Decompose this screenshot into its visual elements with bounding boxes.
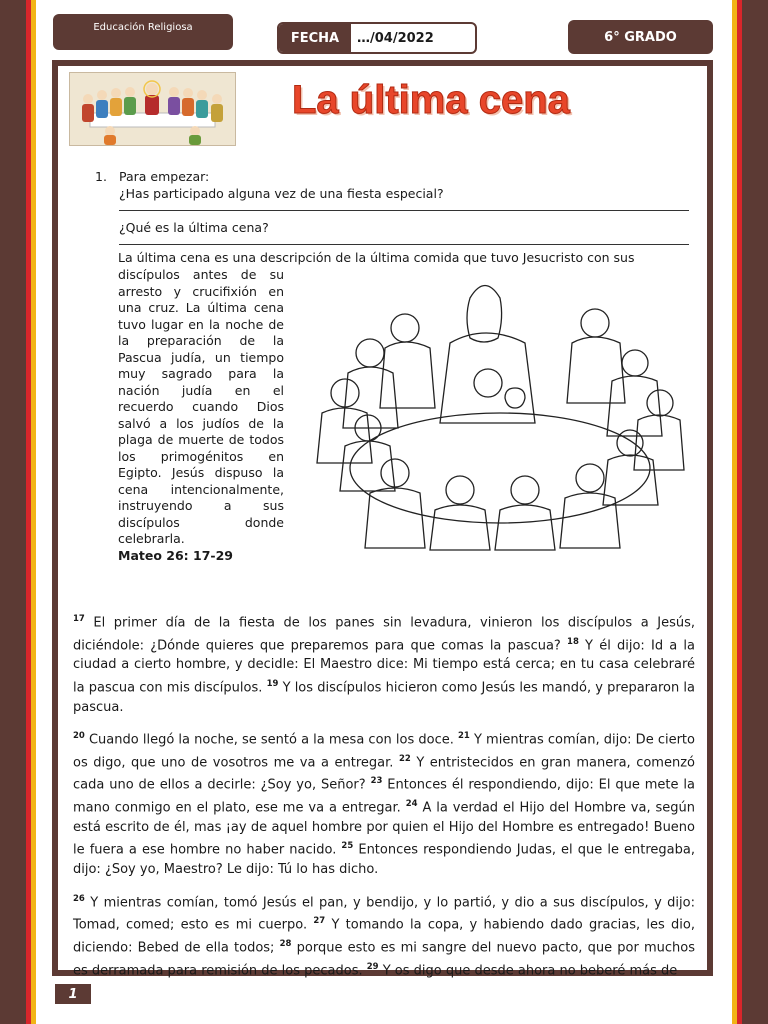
left-yellow-stripe: [31, 0, 36, 1024]
question-2: ¿Qué es la última cena?: [119, 220, 269, 235]
question-heading: Para empezar:: [119, 169, 210, 184]
verse-number: 28: [279, 938, 292, 949]
verse-paragraph-1: [73, 610, 695, 717]
answer-line-2[interactable]: [119, 236, 689, 245]
verse-paragraph-2: [73, 727, 695, 879]
verse-text: Y entristecidos en gran manera, comenzó cada uno de ellos a decirle: ¿Soy yo, Señor?: [73, 755, 695, 793]
scripture-reference: Mateo 26: 17-29: [118, 547, 233, 563]
verse-number: 22: [398, 753, 411, 764]
side-paragraph: [118, 267, 284, 564]
subject-badge: [53, 14, 233, 50]
question-number: 1.: [95, 169, 107, 184]
page-title: La última cena: [292, 78, 570, 122]
scripture-text: [73, 610, 695, 990]
grade-badge: 6° GRADO: [568, 20, 713, 54]
date-value: …/04/2022: [357, 30, 434, 46]
intro-line: La última cena es una descripción de la última comida que tuvo Jesucristo con sus: [118, 250, 635, 265]
verse-text: Entonces él respondiendo, dijo: El que mete la mano conmigo en el plato, ese me va a entregar.: [73, 777, 695, 816]
verse-text: El primer día de la fiesta de los panes sin levadura, vinieron los discípulos a Jesús, diciéndole: ¿Dónde quieres que preparemos para que comas la pascua?: [73, 615, 695, 654]
right-red-stripe: [737, 0, 742, 1024]
subject-label: Educación Religiosa: [93, 22, 193, 33]
last-supper-color-image: [69, 72, 236, 146]
verse-text: porque esto es mi sangre del nuevo pacto, que por muchos es derramada para remisión de los pecados.: [73, 940, 696, 979]
verse-text: Cuando llegó la noche, se sentó a la mesa con los doce.: [84, 732, 458, 748]
answer-line-1[interactable]: [119, 202, 689, 211]
verse-text: Y él dijo: Id a la ciudad a cierto hombre, y decidle: El Maestro dice: Mi tiempo está cerca; en tu casa celebraré la pascua con mis discípulos.: [73, 638, 695, 696]
verse-text: A la verdad el Hijo del Hombre va, según está escrito de él, mas ¡ay de aquel hombre por quien el Hijo del Hombre es entregado! Bueno le fuera a ese hombre no haber nacido.: [73, 800, 696, 858]
verse-number: 29: [366, 961, 379, 972]
page-number: 1: [55, 984, 91, 1004]
verse-number: 25: [341, 841, 354, 852]
verse-number: 27: [313, 916, 326, 927]
date-box: [277, 22, 477, 54]
verse-number: 23: [370, 776, 383, 787]
date-label: FECHA: [279, 24, 351, 52]
verse-number: 18: [567, 636, 579, 647]
verse-text: Y mientras comían, dijo: De cierto os digo, que uno de vosotros me va a entregar.: [73, 732, 695, 771]
verse-number: 26: [73, 893, 85, 904]
verse-number: 24: [405, 799, 418, 810]
verse-number: 19: [266, 678, 279, 689]
verse-text: Y tomando la copa, y habiendo dado gracias, les dio, diciendo: Bebed de ella todos;: [73, 917, 695, 956]
verse-text: Y mientras comían, tomó Jesús el pan, y bendijo, y lo partió, y dio a sus discípulos, y dijo: Tomad, comed; esto es mi cuerpo.: [73, 894, 695, 933]
verse-text: Y los discípulos hicieron como Jesús les mandó, y prepararon la pascua.: [73, 680, 695, 715]
right-yellow-stripe: [732, 0, 737, 1024]
verse-number: 21: [458, 731, 470, 742]
side-paragraph-text: discípulos antes de su arresto y crucifixión en una cruz. La última cena tuvo lugar en la noche de la preparación de la Pascua judía, un tiempo muy sagrado para la nación judía en el recuerdo cuando Dios salvó a los judíos de la plaga de muerte de todos los primogénitos en Egipto. Jesús dispuso la cena intencionalmente, instruyendo a sus discípulos donde celebrarla.: [118, 267, 284, 546]
question-1: ¿Has participado alguna vez de una fiesta especial?: [119, 186, 444, 201]
verse-text: Entonces respondiendo Judas, el que le entregaba, dijo: ¿Soy yo, Maestro? Le dijo: Tú lo has dicho.: [73, 842, 695, 878]
right-border: [738, 0, 768, 1024]
verse-number: 20: [73, 731, 85, 742]
verse-text: Y os digo que desde ahora no beberé más de: [378, 963, 678, 979]
verse-number: 17: [73, 614, 85, 624]
last-supper-line-drawing: [300, 268, 692, 554]
verse-paragraph-3: [73, 890, 695, 981]
